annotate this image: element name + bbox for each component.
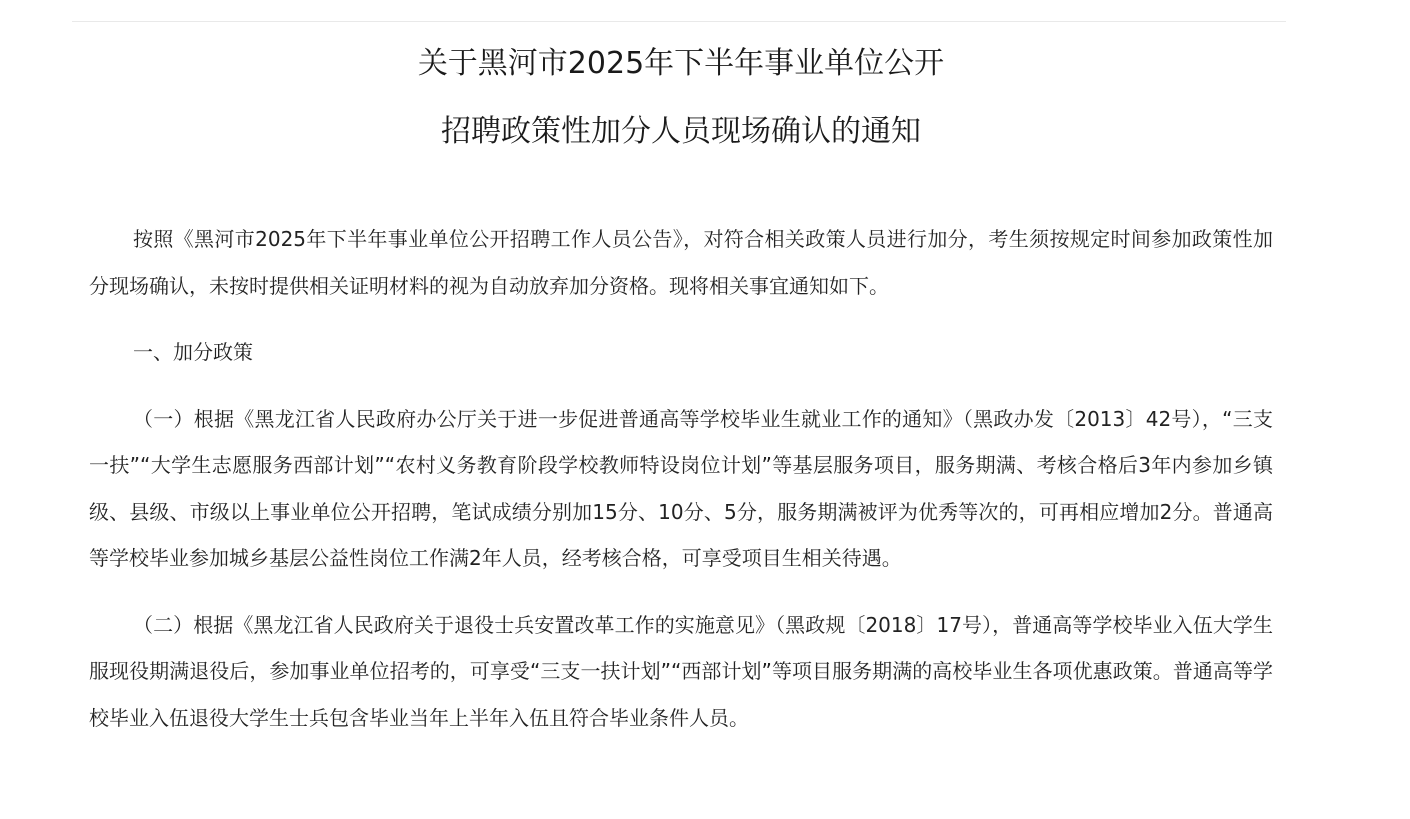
top-divider [72,21,1286,22]
policy-item-2: （二）根据《黑龙江省人民政府关于退役士兵安置改革工作的实施意见》（黑政规〔2018〕17号），普通高等学校毕业入伍大学生服现役期满退役后，参加事业单位招考的，可享受“三支一扶计划”“西部计划”等项目服务期满的高校毕业生各项优惠政策。普通高等学校毕业入伍退役大学生士兵包含毕业当年上半年入伍且符合毕业条件人员。 [89,612,1273,730]
notice-title-line-1: 关于黑河市2025年下半年事业单位公开 [417,46,945,81]
notice-title-line-2: 招聘政策性加分人员现场确认的通知 [441,114,921,149]
section-heading-bonus-policy: 一、加分政策 [133,340,253,364]
notice-body [89,216,1273,761]
intro-paragraph: 按照《黑河市2025年下半年事业单位公开招聘工作人员公告》，对符合相关政策人员进行加分，考生须按规定时间参加政策性加分现场确认，未按时提供相关证明材料的视为自动放弃加分资格。现将相关事宜通知如下。 [89,227,1273,298]
policy-item-1: （一）根据《黑龙江省人民政府办公厅关于进一步促进普通高等学校毕业生就业工作的通知》（黑政办发〔2013〕42号），“三支一扶”“大学生志愿服务西部计划”“农村义务教育阶段学校教师特设岗位计划”等基层服务项目，服务期满、考核合格后3年内参加乡镇级、县级、市级以上事业单位公开招聘，笔试成绩分别加15分、10分、5分，服务期满被评为优秀等次的，可再相应增加2分。普通高等学校毕业参加城乡基层公益性岗位工作满2年人员，经考核合格，可享受项目生相关待遇。 [89,406,1273,570]
